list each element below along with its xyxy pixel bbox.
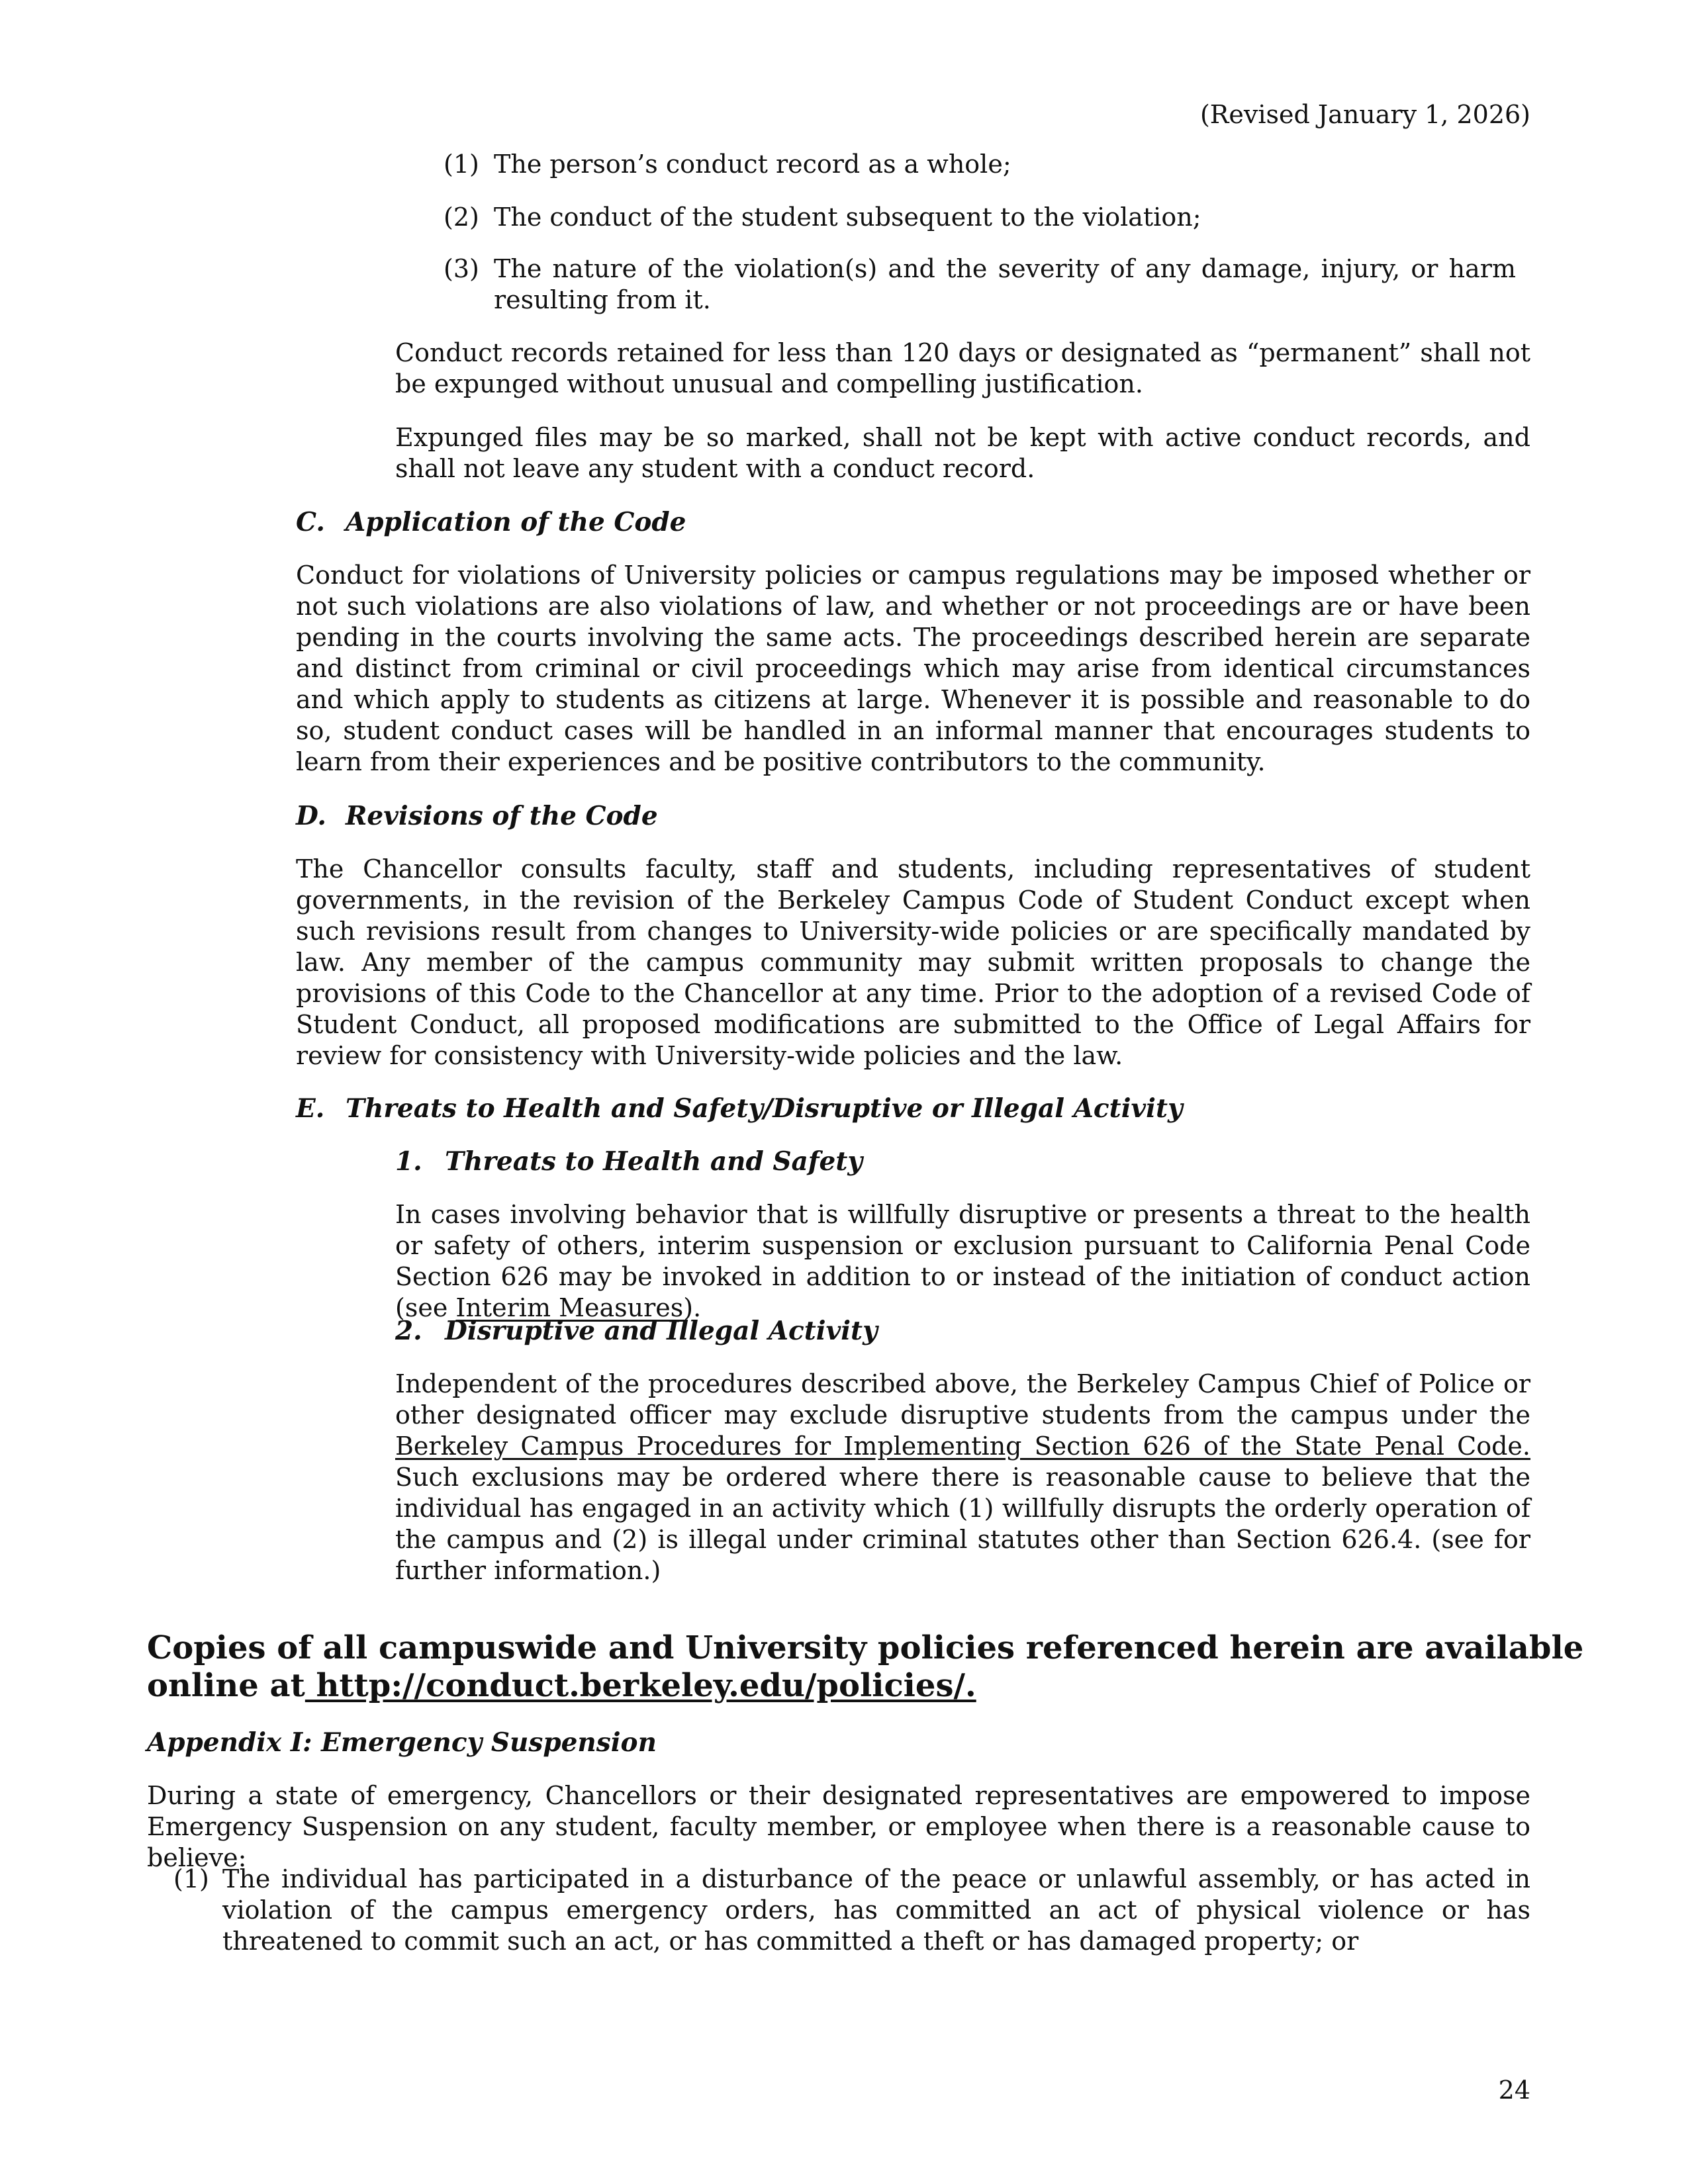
section-letter: C. — [296, 507, 325, 537]
policies-heading-line2 — [147, 1667, 1537, 1705]
subsection-2-heading — [395, 1316, 1521, 1347]
appendix-heading: Appendix I: Emergency Suspension — [147, 1727, 657, 1758]
section-c-heading — [296, 507, 1521, 538]
policies-heading — [147, 1629, 1584, 1705]
section-d-body: The Chancellor consults faculty, staff and students, including representatives of student governments, in the revision of the Berkeley Campus Code of Student Conduct except when such revisions result from changes to University-wide policies or are specifically mandated by law. Any member of the campus community may submit written proposals to change the provisions of this Code to the Chancellor at any time. Prior to the adoption of a revised Code of Student Conduct, all proposed modifications are submitted to the Office of Legal Affairs for review for consistency with University-wide policies and the law. — [296, 854, 1530, 1070]
list-text: The individual has participated in a disturbance of the peace or unlawful assembly, or has acted in violation of the campus emergency orders, has committed an act of physical violence or has threatened to commit such an act, or has committed a theft or has damaged property; or — [222, 1864, 1530, 1956]
subsection-1-body — [395, 1199, 1530, 1324]
list-text: The person’s conduct record as a whole; — [494, 150, 1011, 179]
policies-heading-prefix: online at — [147, 1667, 305, 1704]
section-title: Application of the Code — [346, 507, 686, 537]
subsection-number: 1. — [395, 1146, 422, 1177]
policies-url-link[interactable]: http://conduct.berkeley.edu/policies/. — [305, 1667, 976, 1704]
subsection-number: 2. — [395, 1316, 422, 1346]
paragraph-expunged: Expunged files may be so marked, shall not be kept with active conduct records, and shall not leave any student with a conduct record. — [395, 423, 1530, 483]
list-item — [173, 1864, 1530, 1957]
subsection-2-body — [395, 1369, 1530, 1586]
section-title: Revisions of the Code — [346, 801, 658, 831]
subsection-1-text-end: ). — [683, 1293, 702, 1322]
list-number: (2) — [444, 203, 479, 232]
section-title: Threats to Health and Safety/Disruptive or Illegal Activity — [346, 1093, 1183, 1124]
section-e-heading — [296, 1093, 1521, 1124]
list-number: (1) — [444, 150, 479, 179]
penal-code-procedures-link[interactable]: Berkeley Campus Procedures for Implementing Section 626 of the State Penal Code. — [395, 1432, 1530, 1461]
subsection-2-text-end: Such exclusions may be ordered where there is reasonable cause to believe that the individual has engaged in an activity which (1) willfully disrupts the orderly operation of the campus and (2) is illegal under criminal statutes other than Section 626.4. (see for further information.) — [395, 1463, 1530, 1585]
list-number: (3) — [444, 254, 479, 283]
list-number: (1) — [173, 1864, 209, 1893]
section-letter: D. — [296, 801, 327, 831]
subsection-1-heading — [395, 1146, 1521, 1177]
list-item — [444, 202, 1516, 233]
section-c-body: Conduct for violations of University policies or campus regulations may be imposed whether or not such violations are also violations of law, and whether or not proceedings are or have been pending in the courts involving the same acts. The proceedings described herein are separate and distinct from criminal or civil proceedings which may arise from identical circumstances and which apply to students as citizens at large. Whenever it is possible and reasonable to do so, student conduct cases will be handled in an informal manner that encourages students to learn from their experiences and be positive contributors to the community. — [296, 561, 1530, 776]
policies-heading-line1: Copies of all campuswide and University policies referenced herein are available — [147, 1629, 1584, 1666]
subsection-1-text: In cases involving behavior that is willfully disruptive or presents a threat to the health or safety of others, interim suspension or exclusion pursuant to California Penal Code Section 626 may be invoked in addition to or instead of the initiation of conduct action (see — [395, 1200, 1530, 1322]
subsection-2-text: Independent of the procedures described above, the Berkeley Campus Chief of Police or other designated officer may exclude disruptive students from the campus under the — [395, 1369, 1530, 1430]
subsection-title: Threats to Health and Safety — [445, 1146, 863, 1177]
list-item — [444, 253, 1516, 316]
paragraph-retained: Conduct records retained for less than 120 days or designated as “permanent” shall not be expunged without unusual and compelling justification. — [395, 338, 1530, 398]
list-item — [444, 149, 1516, 180]
subsection-title: Disruptive and Illegal Activity — [445, 1316, 878, 1346]
list-text: The nature of the violation(s) and the severity of any damage, injury, or harm resulting from it. — [494, 254, 1516, 314]
section-d-heading — [296, 801, 1521, 832]
page-number: 24 — [1498, 2075, 1530, 2105]
interim-measures-link[interactable]: Interim Measures — [455, 1293, 684, 1322]
appendix-body: During a state of emergency, Chancellors or their designated representatives are empowered to impose Emergency Suspension on any student, faculty member, or employee when there is a reasonable cause to believe: — [147, 1781, 1530, 1872]
revised-date: (Revised January 1, 2026) — [1199, 100, 1530, 129]
section-letter: E. — [296, 1093, 325, 1124]
list-text: The conduct of the student subsequent to the violation; — [494, 203, 1201, 232]
